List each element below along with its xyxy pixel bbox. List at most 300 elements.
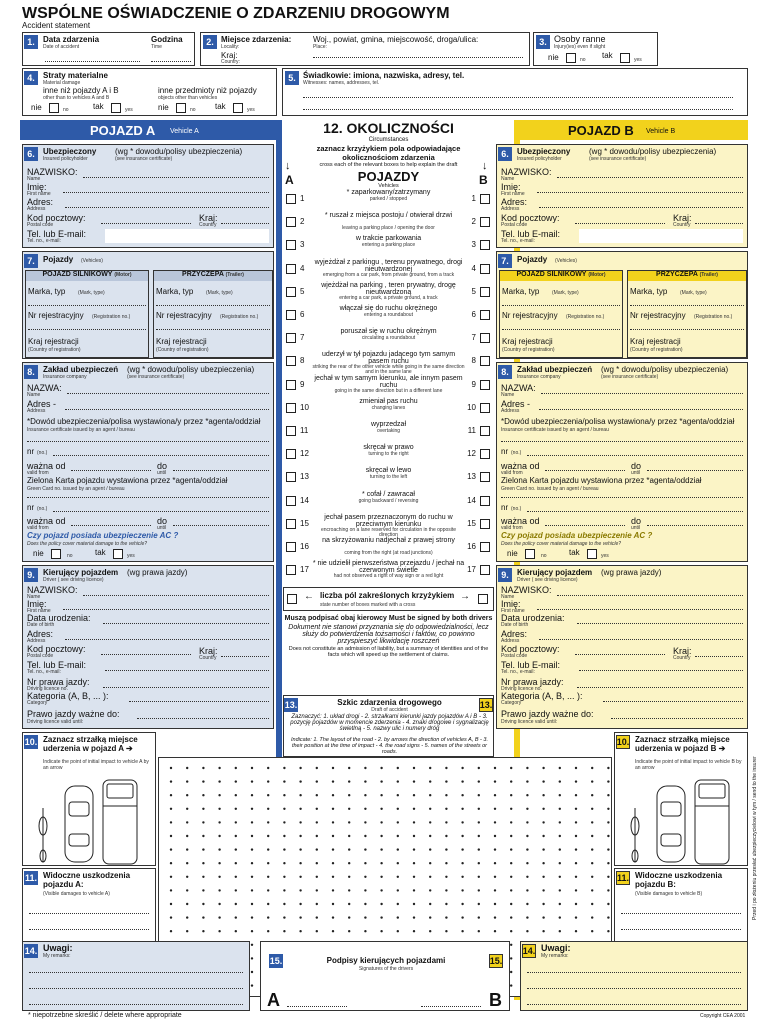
circumstance-a-checkbox[interactable]	[286, 519, 296, 529]
make-field[interactable]	[28, 305, 146, 306]
grid-dot	[218, 889, 220, 891]
postal-field[interactable]	[101, 223, 191, 224]
first-name-field[interactable]	[537, 192, 743, 193]
grid-dot	[186, 848, 188, 850]
grid-dot	[170, 767, 172, 769]
circumstance-b-checkbox[interactable]	[480, 194, 490, 204]
grid-dot	[283, 862, 285, 864]
label-impact: Zaznacz strzałką miejsce uderzenia w pojazd A ➔	[43, 735, 138, 753]
grid-dot	[478, 862, 480, 864]
reg-field[interactable]	[502, 329, 620, 330]
circumstance-number: 10	[300, 402, 309, 412]
circumstance-a-checkbox[interactable]	[286, 217, 296, 227]
label-ac: Czy pojazd posiada ubezpieczenie AC ?	[27, 531, 179, 540]
grid-dot	[559, 835, 561, 837]
circumstance-text: uderzył w tył pojazdu jadącego tym samym pasem ruchu	[321, 351, 456, 366]
grid-dot	[267, 876, 269, 878]
grid-dot	[348, 848, 350, 850]
grid-dot	[316, 930, 318, 932]
remarks-field[interactable]	[527, 1004, 741, 1005]
grid-dot	[283, 876, 285, 878]
label-insurer-en: Insurance company	[517, 374, 561, 380]
remarks-field[interactable]	[29, 988, 243, 989]
grid-dot	[591, 862, 593, 864]
circumstance-b-checkbox[interactable]	[480, 496, 490, 506]
witnesses-field[interactable]	[303, 109, 733, 110]
ac-no-checkbox[interactable]	[525, 549, 535, 559]
section-4-damage	[22, 68, 277, 116]
label-yes-en: yes	[127, 553, 135, 559]
grid-dot	[559, 821, 561, 823]
label-valid-to: do	[157, 461, 168, 471]
section-9-driver-a	[22, 565, 274, 729]
circumstance-a-checkbox[interactable]	[286, 472, 296, 482]
category-field[interactable]	[129, 701, 269, 702]
grid-dot	[316, 903, 318, 905]
damage-vehicles-no[interactable]	[49, 103, 59, 113]
grid-dot	[413, 848, 415, 850]
footnote: * niepotrzebne skreślić / delete where appropriate	[28, 1012, 182, 1019]
valid-to-field[interactable]	[173, 470, 269, 471]
address-field[interactable]	[539, 639, 743, 640]
grid-dot	[478, 821, 480, 823]
valid-to-field[interactable]	[647, 525, 743, 526]
label-licence-en: Driving licence no.	[27, 686, 68, 692]
damage-field[interactable]	[621, 913, 741, 914]
circumstance-a-checkbox[interactable]	[286, 264, 296, 274]
circumstance-text: w trakcie parkowania	[355, 235, 422, 243]
circumstance-b-checkbox[interactable]	[480, 542, 490, 552]
grid-dot	[542, 862, 544, 864]
grid-dot	[575, 862, 577, 864]
grid-dot	[494, 862, 496, 864]
count-a-box[interactable]	[287, 594, 297, 604]
grid-dot	[461, 835, 463, 837]
label-policyholder-source: (wg * dowodu/polisy ubezpieczenia)	[589, 147, 717, 156]
sign-notice: Muszą podpisać obaj kierowcy Must be signed by both drivers	[284, 615, 493, 622]
grid-dot	[267, 821, 269, 823]
grid-dot	[559, 889, 561, 891]
insurer-address-field[interactable]	[539, 409, 743, 410]
grid-dot	[316, 876, 318, 878]
grid-dot	[235, 903, 237, 905]
label-postal: Kod pocztowy:	[501, 644, 560, 654]
label-reg-en: (Registration no.)	[566, 314, 605, 320]
section-12-circumstances	[283, 120, 494, 610]
circumstance-a-checkbox[interactable]	[286, 194, 296, 204]
label-licence-valid-en: Driving licence valid until:	[27, 719, 84, 725]
label-damage-objects: inne przedmioty niż pojazdy	[158, 86, 257, 95]
grid-dot	[170, 848, 172, 850]
circumstance-b-checkbox[interactable]	[480, 287, 490, 297]
label-valid-from: ważna od	[501, 516, 540, 526]
label-insurer-address: Adres -	[501, 399, 531, 409]
label-tel: Tel. lub E-mail:	[501, 660, 561, 670]
vehicle-outlines[interactable]	[621, 778, 745, 866]
circumstance-text-en: had not observed a right of way sign or a red light	[333, 573, 444, 580]
tel-field[interactable]	[105, 229, 269, 243]
grid-dot	[380, 848, 382, 850]
licence-field[interactable]	[577, 687, 743, 688]
place-field[interactable]	[313, 57, 523, 58]
valid-from-field[interactable]	[71, 470, 151, 471]
grid-dot	[348, 889, 350, 891]
circumstance-b-checkbox[interactable]	[480, 310, 490, 320]
address-field[interactable]	[65, 639, 269, 640]
circumstance-b-checkbox[interactable]	[480, 356, 490, 366]
label-reg: Nr rejestracyjny	[28, 311, 84, 320]
reg-field[interactable]	[630, 329, 744, 330]
grid-dot	[348, 780, 350, 782]
circumstance-number: 2	[471, 217, 476, 227]
grid-dot	[186, 821, 188, 823]
remarks-field[interactable]	[29, 972, 243, 973]
label-make: Marka, typ	[502, 287, 540, 296]
circumstance-a-checkbox[interactable]	[286, 403, 296, 413]
licence-field[interactable]	[103, 687, 269, 688]
circumstance-number: 10	[467, 402, 476, 412]
first-name-field[interactable]	[537, 609, 743, 610]
grid-dot	[397, 767, 399, 769]
vehicle-b-subtitle: Vehicle B	[646, 128, 676, 135]
green-card-no-field[interactable]	[53, 511, 269, 512]
ac-yes-checkbox[interactable]	[113, 549, 123, 559]
certificate-agent-field[interactable]	[27, 441, 269, 442]
grid-dot	[251, 767, 253, 769]
tel-field[interactable]	[579, 670, 743, 671]
circumstances-instruction-en: cross each of the relevant boxes to help explain the draft	[319, 162, 458, 168]
grid-dot	[478, 780, 480, 782]
section-14-remarks-a	[22, 941, 250, 1011]
remarks-field[interactable]	[527, 972, 741, 973]
surname-field[interactable]	[557, 177, 743, 178]
tel-field[interactable]	[105, 670, 269, 671]
grid-dot	[607, 903, 609, 905]
green-card-agent-field[interactable]	[501, 497, 743, 498]
green-card-no-field[interactable]	[527, 511, 743, 512]
insurer-address-field[interactable]	[65, 409, 269, 410]
grid-dot	[397, 794, 399, 796]
certificate-agent-field[interactable]	[501, 441, 743, 442]
circumstance-number: 8	[300, 356, 305, 366]
label-ac-en: Does the policy cover material damage to the vehicle?	[501, 541, 622, 547]
section-9-driver-b	[496, 565, 748, 729]
grid-dot	[299, 780, 301, 782]
section-number: 8.	[498, 365, 512, 379]
circumstance-a-checkbox[interactable]	[286, 565, 296, 575]
grid-dot	[283, 808, 285, 810]
grid-dot	[559, 916, 561, 918]
grid-dot	[170, 930, 172, 932]
damage-field[interactable]	[29, 929, 149, 930]
circumstance-a-checkbox[interactable]	[286, 356, 296, 366]
make-field[interactable]	[156, 305, 270, 306]
valid-to-field[interactable]	[647, 470, 743, 471]
grid-dot	[575, 889, 577, 891]
section-number: 11.	[24, 873, 37, 883]
label-no: nr	[27, 447, 35, 456]
grid-dot	[202, 780, 204, 782]
label-country-en: Country	[673, 222, 691, 228]
country-field[interactable]	[695, 223, 743, 224]
certificate-no-field[interactable]	[53, 455, 269, 456]
grid-dot	[607, 808, 609, 810]
grid-dot	[380, 862, 382, 864]
postal-field[interactable]	[575, 654, 665, 655]
grid-dot	[397, 808, 399, 810]
liability-note-pl: Dokument nie stanowi przyznania się do odpowiedzialności, lecz służy do potwierdzenia tożsamości i faktów, co powinno przyspieszyć likwidację roszczeń	[288, 624, 489, 645]
label-valid-to-en: until	[157, 525, 167, 531]
label-insurer-address-en: Address	[501, 408, 520, 414]
circumstance-row	[283, 350, 494, 376]
grid-dot	[332, 903, 334, 905]
insurer-name-field[interactable]	[67, 393, 269, 394]
circumstance-text: wjeżdżał na parking , teren prywatny, drogę nieutwardzoną	[321, 281, 456, 296]
injuries-no-checkbox[interactable]	[566, 53, 576, 63]
licence-valid-field[interactable]	[137, 718, 269, 719]
circumstance-b-checkbox[interactable]	[480, 403, 490, 413]
circumstance-b-checkbox[interactable]	[480, 380, 490, 390]
label-trailer-en: (Trailer)	[225, 272, 244, 278]
grid-dot	[218, 808, 220, 810]
grid-dot	[283, 903, 285, 905]
valid-from-field[interactable]	[71, 525, 151, 526]
section-number: 6.	[498, 147, 512, 161]
label-signatures-en: Signatures of the drivers	[358, 966, 414, 972]
date-field[interactable]	[45, 61, 140, 62]
grid-dot	[251, 930, 253, 932]
grid-dot	[413, 808, 415, 810]
label-reg-en: (Registration no.)	[220, 314, 259, 320]
label-policyholder-source-en: (see insurance certificate)	[115, 156, 173, 162]
circumstance-a-checkbox[interactable]	[286, 333, 296, 343]
grid-dot	[429, 780, 431, 782]
damage-objects-no[interactable]	[176, 103, 186, 113]
label-sketch: Szkic zdarzenia drogowego	[337, 698, 442, 707]
make-field[interactable]	[502, 305, 620, 306]
injuries-yes-checkbox[interactable]	[620, 53, 630, 63]
signature-b-field[interactable]	[421, 1006, 481, 1007]
grid-dot	[170, 780, 172, 782]
section-number: 7.	[498, 254, 512, 268]
label-reg-country-en: (Country of registration)	[28, 347, 81, 353]
label-valid-from-en: valid from	[27, 525, 49, 531]
damage-field[interactable]	[29, 913, 149, 914]
grid-dot	[299, 794, 301, 796]
circumstance-text: zmieniał pas ruchu	[359, 397, 418, 405]
grid-dot	[461, 794, 463, 796]
label-witnesses-en: Witnesses: names, addresses, tel.	[303, 80, 380, 86]
circumstance-b-checkbox[interactable]	[480, 333, 490, 343]
label-driver-en: Driver ( see driving licence)	[517, 577, 578, 583]
country-field[interactable]	[221, 223, 269, 224]
label-country-en: Country	[673, 655, 691, 661]
grid-dot	[445, 848, 447, 850]
time-field[interactable]	[151, 61, 191, 62]
label-insurer-name-en: Name	[27, 392, 41, 398]
circumstance-a-checkbox[interactable]	[286, 449, 296, 459]
grid-dot	[299, 848, 301, 850]
circumstance-b-checkbox[interactable]	[480, 217, 490, 227]
circumstance-a-checkbox[interactable]	[286, 287, 296, 297]
grid-dot	[202, 821, 204, 823]
grid-dot	[251, 984, 253, 986]
label-insurer: Zakład ubezpieczeń	[43, 365, 119, 374]
grid-dot	[283, 821, 285, 823]
damage-field[interactable]	[621, 929, 741, 930]
grid-dot	[526, 808, 528, 810]
remarks-field[interactable]	[29, 1004, 243, 1005]
vehicle-outlines[interactable]	[29, 778, 153, 866]
signature-a-field[interactable]	[287, 1006, 347, 1007]
label-damage: Straty materialne	[43, 71, 108, 80]
count-label: liczba pól zakreślonych krzyżykiem	[320, 591, 455, 600]
label-ac: Czy pojazd posiada ubezpieczenie AC ?	[501, 531, 653, 540]
valid-to-field[interactable]	[173, 525, 269, 526]
grid-dot	[283, 889, 285, 891]
damage-objects-yes[interactable]	[233, 103, 243, 113]
label-yes-en: yes	[601, 553, 609, 559]
label-valid-from-en: valid from	[501, 525, 523, 531]
section-3-injuries	[533, 32, 658, 66]
ac-yes-checkbox[interactable]	[587, 549, 597, 559]
grid-dot	[299, 767, 301, 769]
grid-dot	[267, 903, 269, 905]
postal-field[interactable]	[575, 223, 665, 224]
insurer-name-field[interactable]	[541, 393, 743, 394]
circumstance-b-checkbox[interactable]	[480, 472, 490, 482]
grid-dot	[607, 862, 609, 864]
reg-field[interactable]	[156, 329, 270, 330]
first-name-field[interactable]	[63, 609, 269, 610]
circumstance-b-checkbox[interactable]	[480, 519, 490, 529]
country-field[interactable]	[695, 656, 743, 657]
grid-dot	[542, 821, 544, 823]
tel-field[interactable]	[579, 229, 743, 243]
liability-note	[283, 615, 494, 658]
ac-no-checkbox[interactable]	[51, 549, 61, 559]
grid-dot	[251, 862, 253, 864]
label-impact: Zaznacz strzałką miejsce uderzenia w pojazd B ➔	[635, 735, 730, 753]
witnesses-field[interactable]	[303, 97, 733, 98]
count-b-box[interactable]	[478, 594, 488, 604]
grid-dot	[429, 808, 431, 810]
postal-field[interactable]	[101, 654, 191, 655]
label-first-name-en: First name	[27, 608, 51, 614]
label-country-en: Country:	[221, 59, 240, 65]
circumstance-number: 6	[300, 310, 305, 319]
reg-field[interactable]	[28, 329, 146, 330]
label-certificate-en: Insurance certificate issued by an agent / bureau	[501, 427, 609, 433]
surname-field[interactable]	[83, 177, 269, 178]
circumstance-a-checkbox[interactable]	[286, 310, 296, 320]
certificate-no-field[interactable]	[527, 455, 743, 456]
grid-dot	[526, 889, 528, 891]
first-name-field[interactable]	[63, 192, 269, 193]
grid-dot	[299, 862, 301, 864]
green-card-agent-field[interactable]	[27, 497, 269, 498]
licence-valid-field[interactable]	[611, 718, 743, 719]
circumstance-a-checkbox[interactable]	[286, 496, 296, 506]
country-field[interactable]	[221, 656, 269, 657]
label-tel-en: Tel. no., e-mail:	[501, 669, 535, 675]
make-field[interactable]	[630, 305, 744, 306]
circumstance-number: 3	[471, 240, 476, 250]
circumstance-number: 6	[471, 310, 476, 319]
grid-dot	[186, 835, 188, 837]
grid-dot	[559, 876, 561, 878]
circumstance-a-checkbox[interactable]	[286, 240, 296, 250]
valid-from-field[interactable]	[545, 525, 625, 526]
label-trailer: PRZYCZEPA	[656, 271, 698, 278]
grid-dot	[591, 821, 593, 823]
circumstance-a-checkbox[interactable]	[286, 380, 296, 390]
circumstance-b-checkbox[interactable]	[480, 426, 490, 436]
birth-field[interactable]	[103, 623, 269, 624]
circumstance-b-checkbox[interactable]	[480, 264, 490, 274]
label-tel: Tel. lub E-mail:	[27, 229, 87, 239]
count-row	[283, 587, 494, 611]
remarks-field[interactable]	[527, 988, 741, 989]
circumstance-text: poruszał się w ruchu okrężnym	[340, 328, 437, 336]
grid-dot	[283, 916, 285, 918]
grid-dot	[429, 835, 431, 837]
circumstance-a-checkbox[interactable]	[286, 426, 296, 436]
label-reg-en: (Registration no.)	[694, 314, 733, 320]
label-impact-en: Indicate the point of initial impact to vehicle A by an arrow	[43, 759, 149, 771]
circumstance-b-checkbox[interactable]	[480, 565, 490, 575]
grid-dot	[510, 821, 512, 823]
grid-dot	[364, 916, 366, 918]
category-field[interactable]	[603, 701, 743, 702]
grid-dot	[607, 876, 609, 878]
grid-dot	[267, 848, 269, 850]
surname-field[interactable]	[557, 595, 743, 596]
label-insurer-name-en: Name	[501, 392, 515, 398]
damage-vehicles-yes[interactable]	[111, 103, 121, 113]
address-field[interactable]	[65, 207, 269, 208]
grid-dot	[186, 767, 188, 769]
circumstance-number: 3	[300, 240, 305, 250]
address-field[interactable]	[539, 207, 743, 208]
label-green-card: Zielona Karta pojazdu wystawiona przez *agenta/oddział	[501, 476, 702, 485]
circumstance-b-checkbox[interactable]	[480, 449, 490, 459]
section-number: 2.	[203, 35, 217, 49]
grid-dot	[542, 848, 544, 850]
motor-vehicle-header	[26, 271, 148, 281]
label-insurer-name: NAZWA:	[501, 383, 536, 393]
arrow-down-icon: ↓	[482, 160, 488, 172]
grid-dot	[575, 916, 577, 918]
label-remarks: Uwagi:	[43, 943, 73, 953]
grid-dot	[218, 780, 220, 782]
circumstance-number: 17	[467, 565, 476, 575]
label-policyholder: Ubezpieczony	[43, 147, 97, 156]
circumstance-number: 17	[300, 565, 309, 575]
section-13-sketch-header	[283, 695, 494, 757]
section-number: 14.	[24, 946, 38, 956]
label-driver: Kierujący pojazdem	[43, 568, 119, 577]
birth-field[interactable]	[577, 623, 743, 624]
circumstance-b-checkbox[interactable]	[480, 240, 490, 250]
grid-dot	[202, 889, 204, 891]
circumstance-row	[283, 258, 494, 281]
valid-from-field[interactable]	[545, 470, 625, 471]
surname-field[interactable]	[83, 595, 269, 596]
grid-dot	[478, 903, 480, 905]
circumstance-a-checkbox[interactable]	[286, 542, 296, 552]
grid-dot	[413, 835, 415, 837]
